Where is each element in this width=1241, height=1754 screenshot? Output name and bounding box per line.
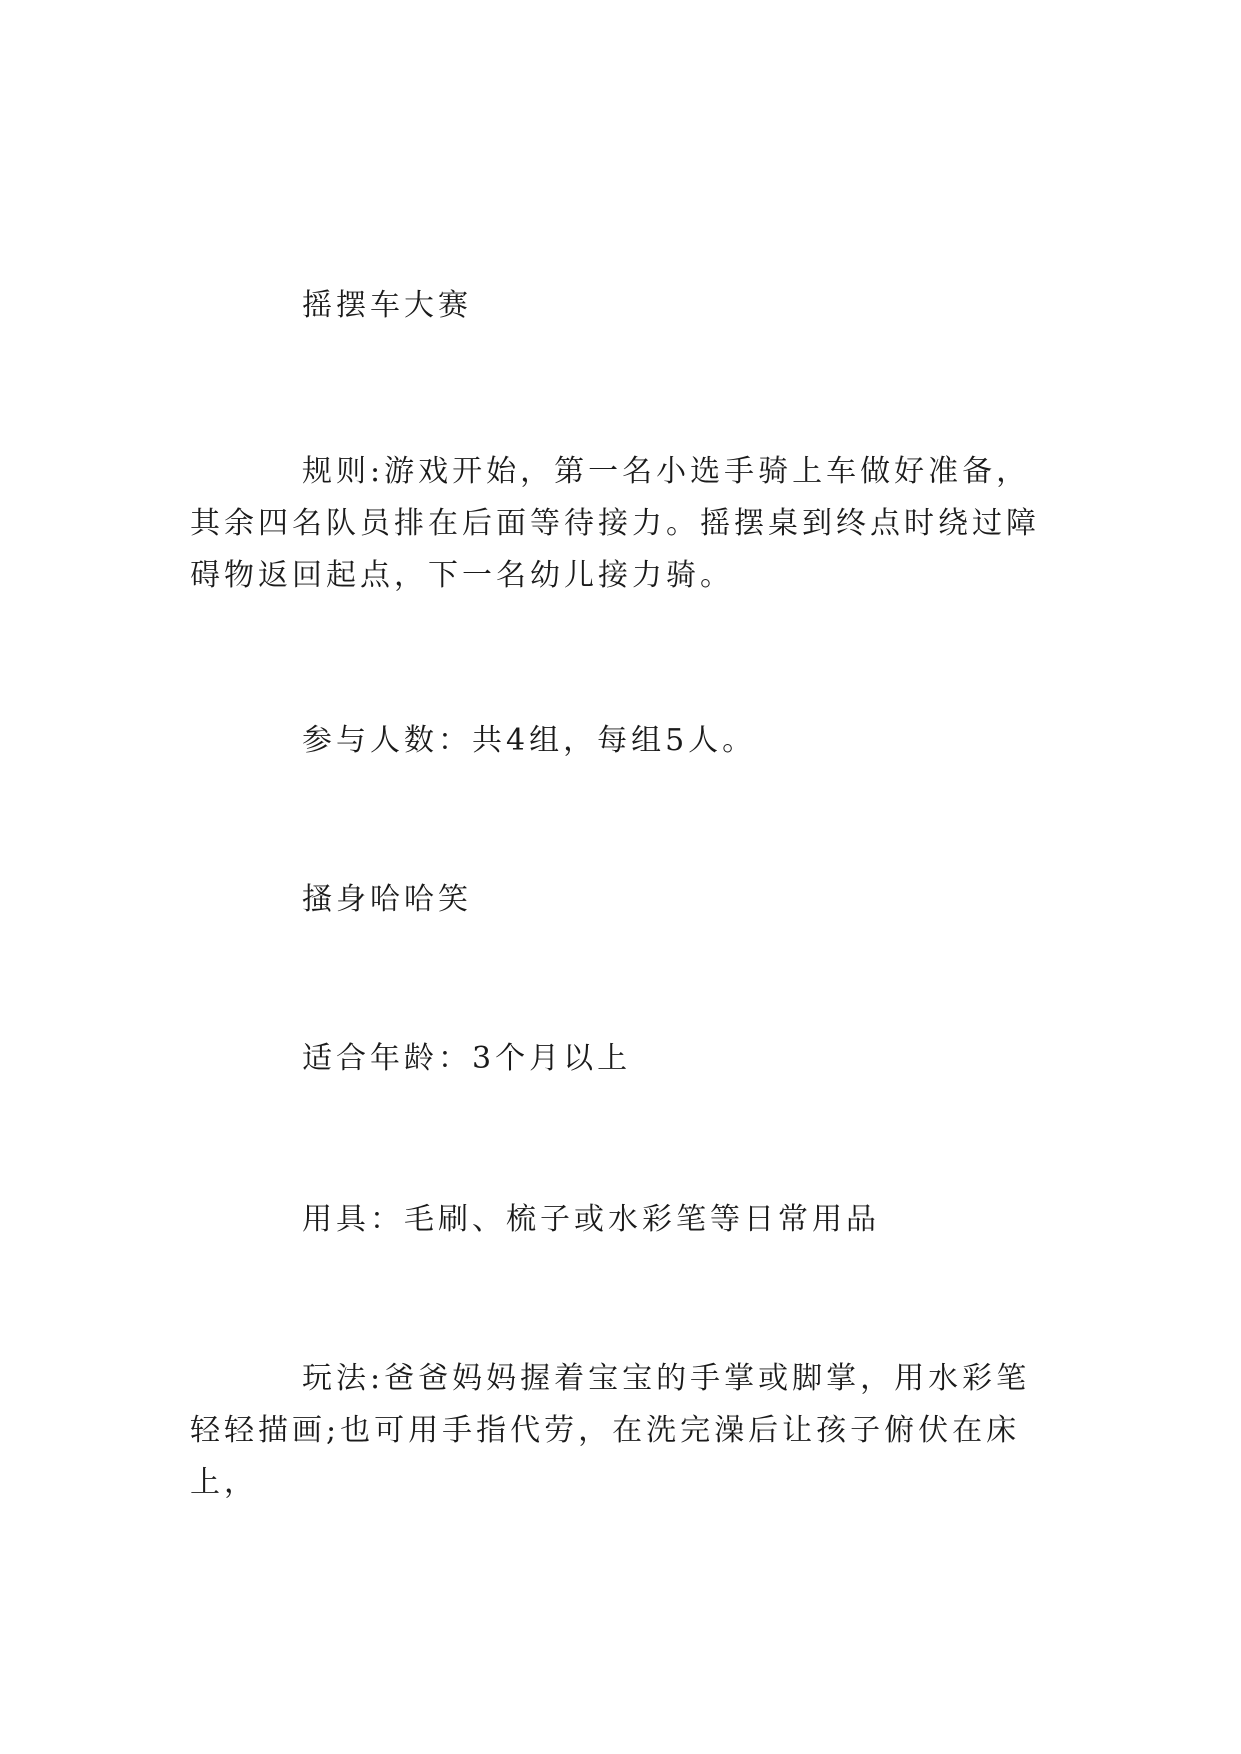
paragraph-tools: 用具：毛刷、梳子或水彩笔等日常用品 [302, 1202, 880, 1237]
section-title-tickle-laugh: 搔身哈哈笑 [302, 882, 472, 917]
section-title-swing-car-race: 摇摆车大赛 [302, 288, 472, 323]
paragraph-rules: 规则:游戏开始，第一名小选手骑上车做好准备，其余四名队员排在后面等待接力。摇摆桌到终点时绕过障碍物返回起点，下一名幼儿接力骑。 [190, 454, 1040, 593]
paragraph-how-to-play: 玩法:爸爸妈妈握着宝宝的手掌或脚掌，用水彩笔轻轻描画;也可用手指代劳，在洗完澡后让孩子俯伏在床上， [190, 1361, 1031, 1500]
paragraph-suitable-age: 适合年龄：3个月以上 [302, 1041, 632, 1076]
paragraph-participants: 参与人数：共4组，每组5人。 [302, 723, 757, 758]
